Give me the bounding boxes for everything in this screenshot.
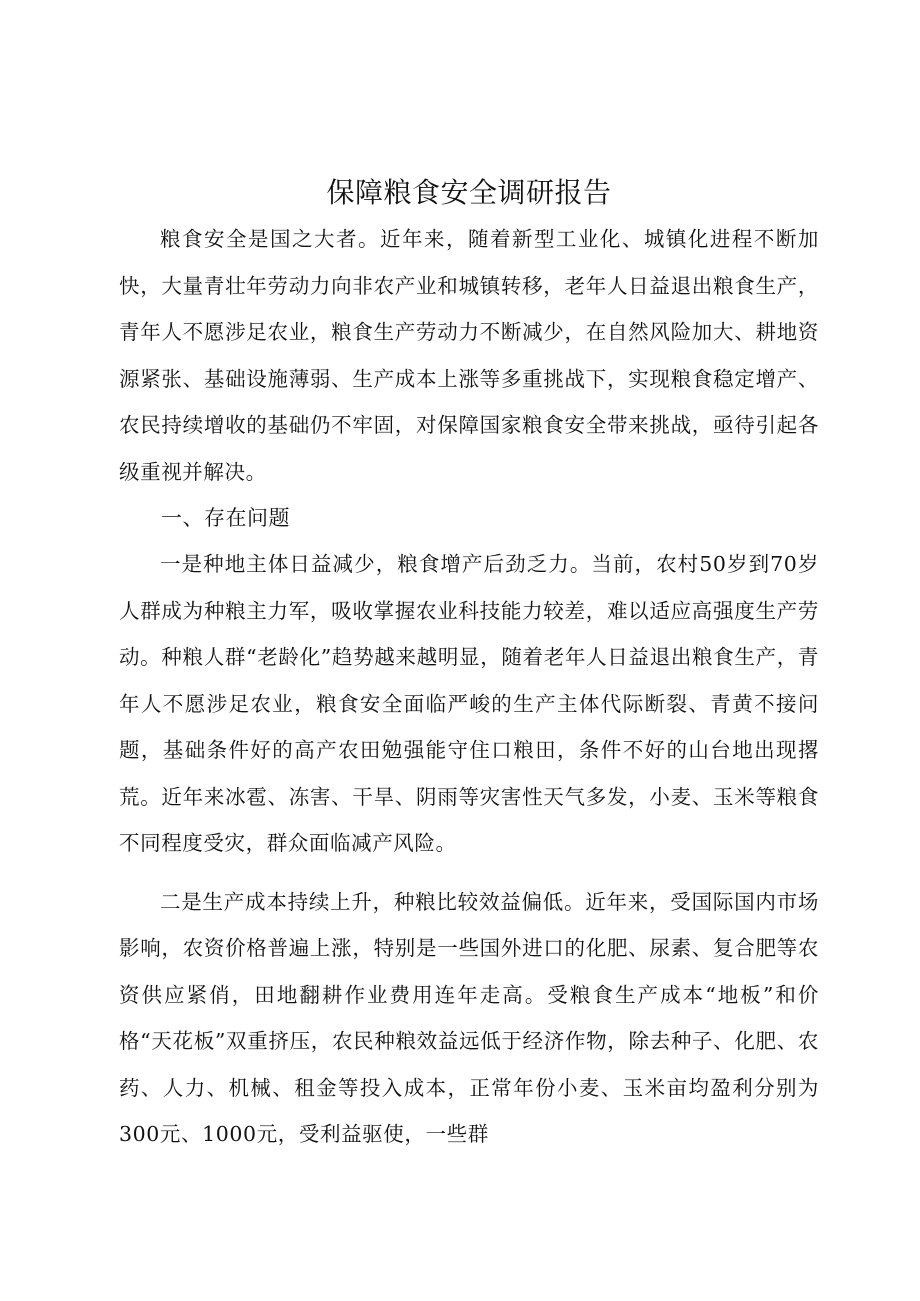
document-body xyxy=(119,170,819,1158)
document-title: 保障粮食安全调研报告 xyxy=(326,176,612,209)
problem-paragraph-1: 一是种地主体日益减少，粮食增产后劲乏力。当前，农村50岁到70岁人群成为种粮主力军，吸收掌握农业科技能力较差，难以适应高强度生产劳动。种粮人群“老龄化”趋势越来越明显，随着老年人日益退出粮食生产，青年人不愿涉足农业，粮食安全面临严峻的生产主体代际断裂、青黄不接问题，基础条件好的高产农田勉强能守住口粮田，条件不好的山台地出现撂荒。近年来冰雹、冻害、干旱、阴雨等灾害性天气多发，小麦、玉米等粮食不同程度受灾，群众面临减产风险。 xyxy=(119,552,819,855)
intro-paragraph: 粮食安全是国之大者。近年来，随着新型工业化、城镇化进程不断加快，大量青壮年劳动力向非农产业和城镇转移，老年人日益退出粮食生产，青年人不愿涉足农业，粮食生产劳动力不断减少，在自然风险加大、耕地资源紧张、基础设施薄弱、生产成本上涨等多重挑战下，实现粮食稳定增产、农民持续增收的基础仍不牢固，对保障国家粮食安全带来挑战，亟待引起各级重视并解决。 xyxy=(119,227,819,484)
section-heading: 一、存在问题 xyxy=(161,506,290,530)
problem-paragraph-2: 二是生产成本持续上升，种粮比较效益偏低。近年来，受国际国内市场影响，农资价格普遍上涨，特别是一些国外进口的化肥、尿素、复合肥等农资供应紧俏，田地翻耕作业费用连年走高。受粮食生产成本“地板”和价格“天花板”双重挤压，农民种粮效益远低于经济作物，除去种子、化肥、农药、人力、机械、租金等投入成本，正常年份小麦、玉米亩均盈利分别为300元、1000元，受利益驱使，一些群 xyxy=(119,889,819,1146)
